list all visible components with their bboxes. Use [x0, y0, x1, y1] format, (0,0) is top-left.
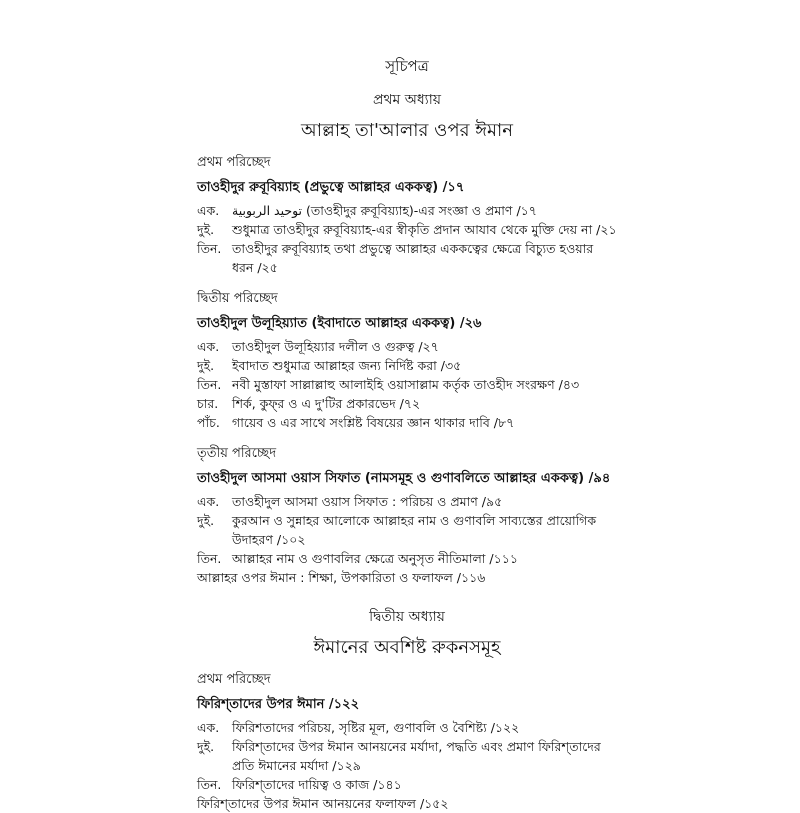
entry-text: ফিরিশতাদের পরিচয়, সৃষ্টির মূল, গুণাবলি ও বৈশিষ্ট্য /১২২ — [232, 720, 520, 735]
entry-text: শির্ক, কুফ্‌র ও এ দু'টির প্রকারভেদ /৭২ — [232, 396, 421, 411]
entry-number: তিন. — [197, 777, 222, 792]
section-label: প্রথম পরিচ্ছেদ — [197, 672, 271, 687]
section-label: প্রথম পরিচ্ছেদ — [197, 155, 271, 170]
entry-number: দুই. — [197, 513, 215, 528]
chapter-1 — [197, 88, 617, 587]
toc-entry — [197, 356, 617, 375]
section-1 — [197, 670, 617, 813]
toc-entry — [197, 201, 617, 220]
table-of-contents — [197, 55, 617, 813]
toc-entry — [197, 239, 617, 277]
entry-text: ফিরিশ্‌তাদের উপর ঈমান আনয়নের মর্যাদা, পদ্ধতি এবং প্রমাণ ফিরিশ্‌তাদের প্রতি ঈমানের মর্যাদা /১২৯ — [232, 739, 601, 773]
toc-title: সূচিপত্র — [385, 57, 429, 75]
toc-entry — [197, 220, 617, 239]
entry-number: তিন. — [197, 551, 222, 566]
entry-number: পাঁচ. — [197, 415, 220, 430]
chapter-title: ঈমানের অবশিষ্ট রুকনসমূহ — [313, 637, 501, 658]
entry-text: তাওহীদুল উলূহিয়্যার দলীল ও গুরুত্ব /২৭ — [232, 339, 439, 354]
entry-number: চার. — [197, 396, 219, 411]
entry-text: তাওহীদুল আসমা ওয়াস সিফাত : পরিচয় ও প্রমাণ /৯৫ — [232, 494, 503, 509]
entry-number: দুই. — [197, 739, 215, 754]
section-heading: তাওহীদুল উলূহিয়্যাত (ইবাদাতে আল্লাহর এককত্ব) /২৬ — [197, 316, 482, 331]
entry-text: ফিরিশ্‌তাদের দায়িত্ব ও কাজ /১৪১ — [232, 777, 402, 792]
section-heading: তাওহীদুল আসমা ওয়াস সিফাত (নামসমূহ ও গুণাবলিতে আল্লাহর এককত্ব) /৯৪ — [197, 471, 611, 486]
toc-entry — [197, 549, 617, 568]
toc-entry — [197, 511, 617, 549]
chapter-trailer-entry: আল্লাহর ওপর ঈমান : শিক্ষা, উপকারিতা ও ফলাফল /১১৬ — [197, 570, 486, 585]
section-heading: তাওহীদুর রুবূবিয়্যাহ (প্রভুত্বে আল্লাহর এককত্ব) /১৭ — [197, 180, 465, 195]
section-label: তৃতীয় পরিচ্ছেদ — [197, 446, 277, 461]
entry-text: ইবাদাত শুধুমাত্র আল্লাহর জন্য নির্দিষ্ট করা /৩৫ — [232, 358, 462, 373]
entry-text: নবী মুস্তাফা সাল্লাল্লাহু আলাইহি ওয়াসাল্লাম কর্তৃক তাওহীদ সংরক্ষণ /৪৩ — [232, 377, 580, 392]
toc-entry — [197, 718, 617, 737]
chapter-number: দ্বিতীয় অধ্যায় — [369, 609, 445, 625]
toc-entry — [197, 413, 617, 432]
entry-number: দুই. — [197, 222, 215, 237]
entry-text: শুধুমাত্র তাওহীদুর রুবূবিয়্যাহ-এর স্বীকৃতি প্রদান আযাব থেকে মুক্তি দেয় না /২১ — [232, 222, 617, 237]
entry-text: গায়েব ও এর সাথে সংশ্লিষ্ট বিষয়ের জ্ঞান থাকার দাবি /৮৭ — [232, 415, 515, 430]
entry-number: তিন. — [197, 241, 222, 256]
entry-text: তাওহীদুর রুবূবিয়্যাহ তথা প্রভুত্বে আল্লাহর এককত্বের ক্ষেত্রে বিচ্যুত হওয়ার ধরন /২৫ — [232, 241, 594, 275]
toc-entry — [197, 492, 617, 511]
section-heading: ফিরিশ্‌তাদের উপর ঈমান /১২২ — [197, 697, 360, 712]
toc-entry — [197, 737, 617, 775]
entry-number: এক. — [197, 494, 220, 509]
section-1 — [197, 153, 617, 277]
entry-text: আল্লাহর নাম ও গুণাবলির ক্ষেত্রে অনুসৃত নীতিমালা /১১১ — [232, 551, 518, 566]
entry-number: এক. — [197, 339, 220, 354]
toc-entry — [197, 394, 617, 413]
toc-entry — [197, 775, 617, 794]
section-3 — [197, 444, 617, 587]
entry-number: দুই. — [197, 358, 215, 373]
section-2 — [197, 289, 617, 432]
entry-number: তিন. — [197, 377, 222, 392]
entry-text: توحيد الربوبية (তাওহীদুর রুবূবিয়্যাহ)-এর সংজ্ঞা ও প্রমাণ /১৭ — [232, 203, 537, 218]
chapter-number: প্রথম অধ্যায় — [372, 92, 442, 108]
toc-entry — [197, 337, 617, 356]
chapter-2 — [197, 605, 617, 813]
entry-text: কুরআন ও সুন্নাহর আলোকে আল্লাহর নাম ও গুণাবলি সাব্যস্তের প্রায়োগিক উদাহরণ /১০২ — [232, 513, 597, 547]
entry-number: এক. — [197, 720, 220, 735]
section-label: দ্বিতীয় পরিচ্ছেদ — [197, 291, 278, 306]
chapter-title: আল্লাহ তা'আলার ওপর ঈমান — [301, 120, 513, 141]
chapter-trailer-entry: ফিরিশ্‌তাদের উপর ঈমান আনয়নের ফলাফল /১৫২ — [197, 796, 449, 811]
entry-number: এক. — [197, 203, 220, 218]
toc-entry — [197, 375, 617, 394]
